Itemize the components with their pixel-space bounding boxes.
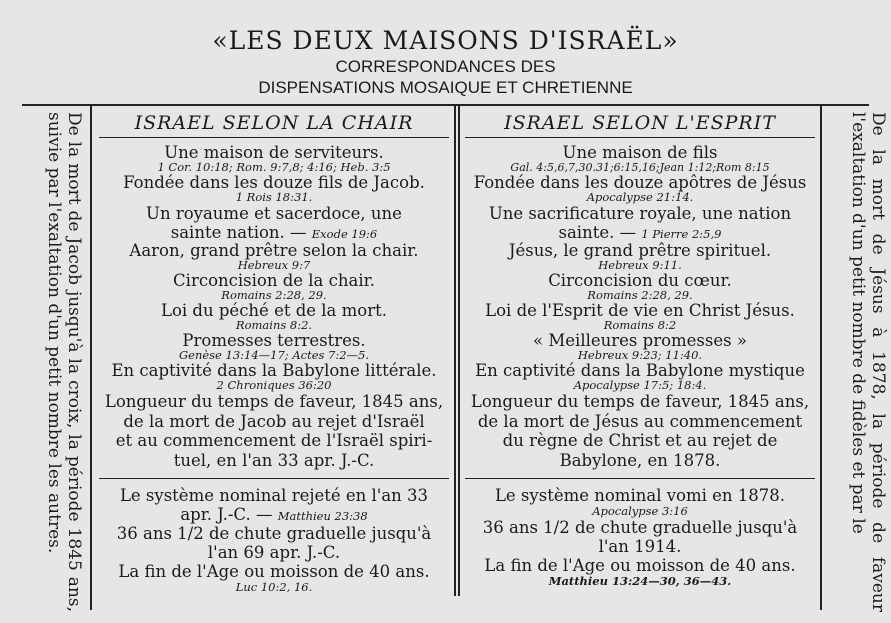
right-side-text: De la mort de Jésus à 1878, la période de faveur l'exaltation d'un petit nombre de fidèles et par le	[848, 112, 888, 612]
left-bottom-2a: 36 ans 1/2 de chute graduelle jusqu'à	[116, 524, 432, 543]
left-item-2: Fondée dans les douze fils de Jacob.	[123, 173, 425, 192]
left-paragraph-4: tuel, en l'an 33 apr. J.-C.	[173, 450, 375, 470]
right-bottom-2a: 36 ans 1/2 de chute graduelle jusqu'à	[482, 518, 798, 537]
subtitle-line-2: DISPENSATIONS MOSAIQUE ET CHRETIENNE	[258, 78, 633, 97]
right-ref-5: Hebreux 9:11.	[598, 258, 682, 272]
right-item-1: Une maison de fils	[562, 143, 718, 162]
left-border-line	[90, 106, 92, 610]
right-item-4: sainte. —	[558, 223, 637, 242]
right-bottom-1a: Le système nominal vomi en 1878.	[494, 486, 786, 505]
left-item-3: Un royaume et sacerdoce, une	[146, 204, 402, 223]
left-item-4-line	[96, 223, 452, 242]
left-ref-8: Genèse 13:14—17; Actes 7:2—5.	[178, 348, 370, 362]
left-ref-4: Exode 19:6	[311, 227, 378, 241]
left-bottom-1a: Le système nominal rejeté en l'an 33	[119, 486, 429, 505]
left-item-7: Loi du péché et de la mort.	[161, 301, 387, 320]
right-section-separator	[465, 478, 815, 479]
left-section-separator	[99, 478, 449, 479]
center-line-a	[454, 106, 456, 596]
right-item-2: Fondée dans les douze apôtres de Jésus	[473, 173, 807, 192]
left-ref-2: 1 Rois 18:31.	[235, 190, 313, 204]
right-ref-2: Apocalypse 21:14.	[586, 190, 694, 204]
left-bottom-3a: La fin de l'Age ou moisson de 40 ans.	[118, 562, 430, 581]
right-item-8: « Meilleures promesses »	[533, 331, 747, 350]
right-ref-4: 1 Pierre 2:5,9	[641, 227, 722, 241]
left-column-heading: ISRAEL SELON LA CHAIR	[134, 112, 414, 134]
right-ref-1: Gal. 4:5,6,7,30.31;6:15,16;Jean 1:12;Rom 8:15	[510, 161, 770, 174]
left-bottom-ref-1: Matthieu 23:38	[277, 509, 368, 523]
right-paragraph-2: de la mort de Jésus au commencement	[477, 411, 803, 431]
left-bottom-ref-3: Luc 10:2, 16.	[235, 580, 313, 594]
right-border-line	[820, 106, 822, 610]
main-title: «LES DEUX MAISONS D'ISRAËL»	[212, 26, 679, 55]
left-ref-5: Hebreux 9:7	[237, 258, 311, 272]
right-item-7: Loi de l'Esprit de vie en Christ Jésus.	[485, 301, 795, 320]
right-paragraph-3: du règne de Christ et au rejet de	[502, 431, 778, 450]
right-column-heading: ISRAEL SELON L'ESPRIT	[504, 112, 776, 134]
right-bottom-2b: l'an 1914.	[598, 537, 682, 556]
right-column	[462, 112, 818, 470]
right-bottom-ref-3: Matthieu 13:24—30, 36—43.	[548, 574, 732, 588]
left-column	[96, 112, 452, 470]
left-bottom-1b: apr. J.-C. —	[180, 505, 273, 524]
right-item-9: En captivité dans la Babylone mystique	[475, 361, 805, 380]
left-item-8: Promesses terrestres.	[182, 331, 366, 350]
right-paragraph-4: Babylone, en 1878.	[559, 450, 721, 470]
right-item-5: Jésus, le grand prêtre spirituel.	[508, 241, 772, 260]
right-bottom-ref-1: Apocalypse 3:16	[592, 504, 688, 518]
left-item-1: Une maison de serviteurs.	[164, 143, 384, 162]
right-item-6: Circoncision du cœur.	[548, 271, 732, 290]
title-rule	[22, 104, 869, 106]
left-item-9: En captivité dans la Babylone littérale.	[111, 361, 437, 380]
title-block	[0, 26, 891, 98]
left-bottom-1b-line	[96, 505, 452, 524]
right-item-4-line	[462, 223, 818, 242]
left-ref-9: 2 Chroniques 36:20	[216, 378, 332, 392]
right-paragraph-1: Longueur du temps de faveur, 1845 ans,	[470, 392, 810, 411]
right-ref-6: Romains 2:28, 29.	[587, 288, 693, 302]
right-ref-8: Hebreux 9:23; 11:40.	[577, 348, 703, 362]
left-ref-1: 1 Cor. 10:18; Rom. 9:7,8; 4:16; Heb. 3:5	[157, 160, 391, 174]
left-ref-6: Romains 2:28, 29.	[221, 288, 327, 302]
right-ref-9: Apocalypse 17:5; 18:4.	[573, 378, 707, 392]
left-item-5: Aaron, grand prêtre selon la chair.	[129, 241, 419, 260]
subtitle-line-1: CORRESPONDANCES DES	[335, 57, 556, 76]
right-item-3: Une sacrificature royale, une nation	[488, 204, 792, 223]
left-paragraph-2: de la mort de Jacob au rejet d'Israël	[123, 411, 425, 431]
left-bottom-2b: l'an 69 apr. J.-C.	[207, 543, 341, 562]
left-side-text: De la mort de Jacob jusqu'à la croix, la période 1845 ans, suivie par l'exaltation d'un petit nombre les autres.	[44, 112, 84, 612]
left-item-4: sainte nation. —	[170, 223, 307, 242]
left-paragraph-3: et au commencement de l'Israël spiri-	[115, 431, 433, 450]
center-line-b	[458, 106, 460, 596]
right-bottom-3a: La fin de l'Age ou moisson de 40 ans.	[484, 556, 796, 575]
right-ref-7: Romains 8:2	[603, 318, 677, 332]
left-bottom-section	[96, 486, 452, 594]
right-bottom-section	[462, 486, 818, 588]
left-item-6: Circoncision de la chair.	[173, 271, 375, 290]
left-ref-7: Romains 8:2.	[235, 318, 313, 332]
left-paragraph-1: Longueur du temps de faveur, 1845 ans,	[104, 392, 444, 411]
